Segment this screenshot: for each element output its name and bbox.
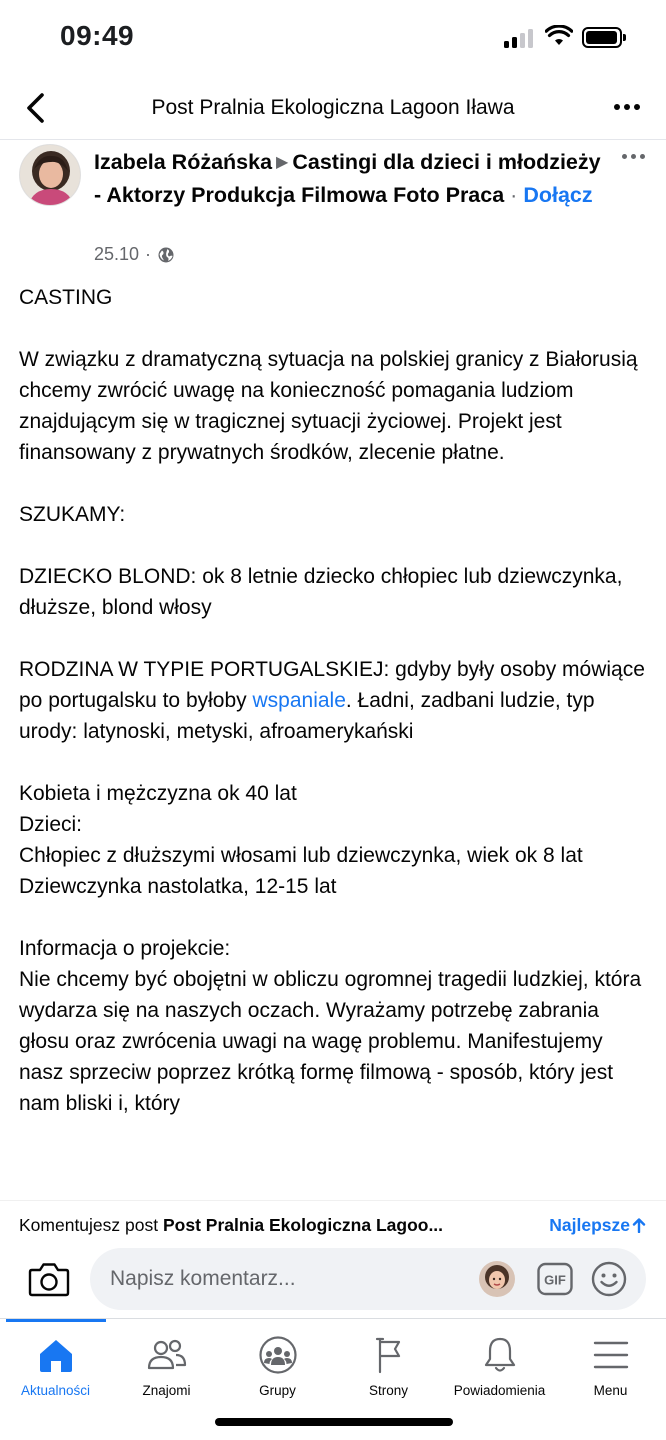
post-paragraph: W związku z dramatyczną sytuacja na polskiej granicy z Białorusią chcemy zwrócić uwagę na konieczność pomagania ludziom znajdującym się w tragicznej sytuacji życiowej. Projekt jest finansowany z prywatnych środków, zlecenie płatne.	[19, 348, 638, 464]
post-paragraph: CASTING	[19, 286, 113, 309]
paragraph-line: Informacja o projekcie:	[19, 937, 231, 960]
post-body	[19, 282, 649, 1200]
paragraph-line: Nie chcemy być obojętni w obliczu ogromnej tragedii ludzkiej, która wydarza się na naszych oczach. Wyrażamy potrzebę zabrania głosu oraz zwrócenia uwagi na wagę problemu. Manifestujemy nasz sprzeciw poprzez krótką formę filmową - sposób, który jest nam bliski i, który	[19, 968, 642, 1115]
commenting-on-label	[19, 1215, 529, 1236]
join-group-link[interactable]: Dołącz	[523, 183, 593, 207]
post-author-line	[94, 146, 606, 211]
paragraph-line: Chłopiec z dłuższymi włosami lub dziewczynka, wiek ok 8 lat	[19, 844, 583, 867]
status-bar	[0, 0, 666, 76]
separator-dot: ·	[510, 183, 518, 207]
camera-icon	[28, 1260, 70, 1298]
tab-notifications[interactable]	[444, 1319, 555, 1409]
comment-box	[90, 1248, 646, 1310]
comment-context-bar	[0, 1200, 666, 1248]
home-icon	[35, 1335, 77, 1375]
emoji-button[interactable]	[590, 1260, 628, 1298]
bell-icon	[479, 1335, 521, 1375]
avatar-sticker-button[interactable]	[478, 1260, 516, 1298]
battery-icon	[582, 27, 622, 48]
commenting-prefix: Komentujesz post	[19, 1215, 159, 1235]
gif-button[interactable]	[536, 1261, 574, 1297]
more-options-button[interactable]	[612, 94, 642, 120]
right-triangle-icon: ▶	[276, 154, 289, 171]
post-more-button[interactable]	[618, 146, 648, 166]
page-title: Post Pralnia Ekologiczna Lagoon Iława	[151, 96, 515, 119]
groups-icon	[257, 1335, 299, 1375]
post-date[interactable]: 25.10	[94, 244, 140, 264]
paragraph-text: RODZINA W TYPIE PORTUGALSKIEJ: gdyby były osoby mówiące po portugalsku to byłoby	[19, 658, 645, 712]
tab-news-feed[interactable]	[0, 1319, 111, 1409]
post-paragraph	[19, 778, 649, 902]
author-name[interactable]: Izabela Różańska	[94, 150, 273, 174]
friends-icon	[146, 1335, 188, 1375]
tab-label: Aktualności	[20, 1383, 91, 1398]
sort-comments-button[interactable]	[549, 1215, 646, 1236]
commenting-post-name: Post Pralnia Ekologiczna Lagoo...	[162, 1215, 444, 1235]
post-meta	[94, 244, 175, 265]
more-horizontal-icon	[618, 146, 648, 166]
post-header	[0, 140, 666, 270]
paragraph-line: Dzieci:	[19, 813, 83, 836]
post-paragraph: DZIECKO BLOND: ok 8 letnie dziecko chłopiec lub dziewczynka, dłuższe, blond włosy	[19, 565, 623, 619]
tab-label: Grupy	[259, 1383, 296, 1398]
chevron-left-icon	[20, 90, 52, 126]
paragraph-line: Kobieta i mężczyzna ok 40 lat	[19, 782, 297, 805]
camera-button[interactable]	[28, 1260, 70, 1298]
paragraph-line: Dziewczynka nastolatka, 12-15 lat	[19, 875, 337, 898]
tab-menu[interactable]	[555, 1319, 666, 1409]
wifi-icon	[545, 25, 573, 47]
globe-icon	[157, 246, 175, 264]
flag-icon	[368, 1335, 410, 1375]
status-time: 09:49	[60, 20, 135, 51]
sort-label: Najlepsze	[549, 1215, 630, 1235]
paragraph-text: . Ładni, zadbani ludzie, typ urody: latynoski, metyski, afroamerykański	[19, 689, 595, 743]
gif-icon	[536, 1261, 574, 1297]
tab-friends[interactable]	[111, 1319, 222, 1409]
smiley-icon	[590, 1260, 628, 1298]
home-indicator[interactable]	[215, 1418, 453, 1426]
meta-separator: ·	[145, 244, 152, 264]
wspaniale-link[interactable]: wspaniale	[252, 689, 346, 712]
avatar-sticker-icon	[478, 1260, 516, 1298]
nav-header	[0, 76, 666, 140]
tab-label: Strony	[368, 1383, 409, 1398]
cellular-signal-icon	[504, 28, 536, 48]
author-avatar[interactable]	[19, 144, 81, 206]
tab-groups[interactable]	[222, 1319, 333, 1409]
group-name[interactable]: Castingi dla dzieci i młodzieży - Aktorzy Produkcja Filmowa Foto Praca	[94, 150, 601, 207]
post-paragraph	[19, 654, 649, 747]
hamburger-menu-icon	[590, 1335, 632, 1375]
arrow-up-icon	[632, 1217, 646, 1233]
comment-composer	[0, 1248, 666, 1318]
tab-pages[interactable]	[333, 1319, 444, 1409]
tab-label: Menu	[593, 1383, 628, 1398]
more-horizontal-icon	[612, 94, 642, 120]
back-button[interactable]	[20, 90, 52, 126]
svg-text:GIF: GIF	[544, 1272, 566, 1288]
comment-input[interactable]	[110, 1248, 470, 1310]
post-paragraph	[19, 933, 649, 1119]
avatar-photo-icon	[20, 145, 81, 206]
tab-label: Powiadomienia	[453, 1383, 546, 1398]
post-paragraph: SZUKAMY:	[19, 503, 126, 526]
tab-label: Znajomi	[142, 1383, 191, 1398]
